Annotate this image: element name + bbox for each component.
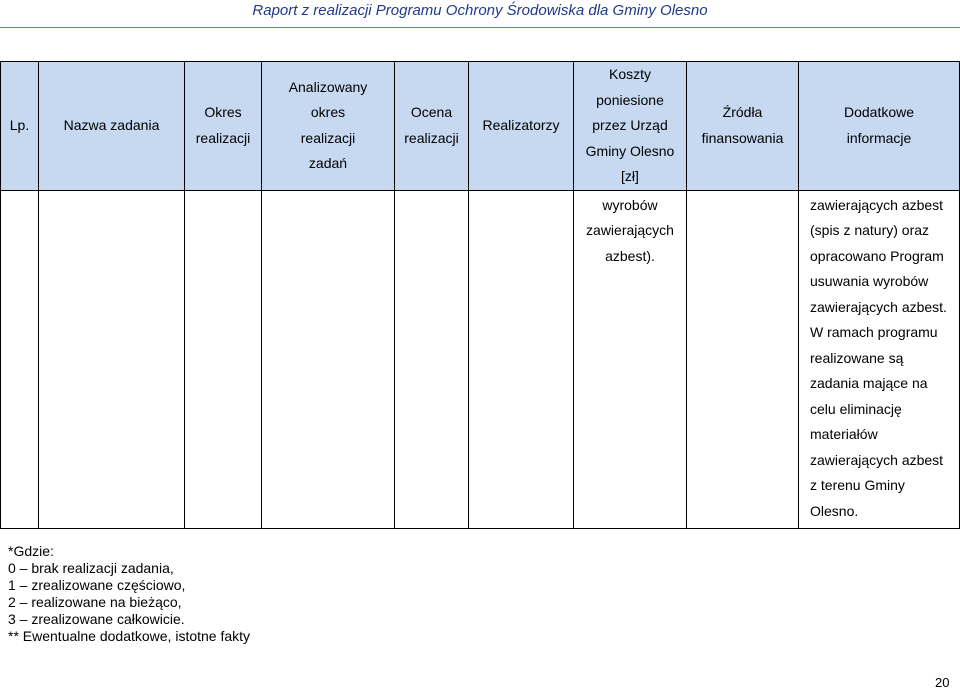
footnote-line: 2 – realizowane na bieżąco, xyxy=(8,594,182,610)
report-table xyxy=(0,61,960,529)
header-line: Dodatkowe xyxy=(843,104,915,121)
header-line: Realizatorzy xyxy=(482,117,560,133)
header-line: Koszty xyxy=(608,66,651,82)
cell-costs xyxy=(574,190,687,528)
column-header-task-name xyxy=(39,62,185,191)
cell-line: z terenu Gminy xyxy=(810,477,905,493)
header-line: informacje xyxy=(846,129,912,146)
table-header-row xyxy=(1,62,960,191)
header-line: Analizowany xyxy=(288,78,368,95)
header-line: [zł] xyxy=(621,168,639,184)
cell-line: wyrobów xyxy=(602,196,658,213)
footnote-line: ** Ewentualne dodatkowe, istotne fakty xyxy=(8,628,251,644)
cell-line: zawierających azbest. xyxy=(810,298,947,315)
header-line: Okres xyxy=(204,104,242,121)
cell-lp xyxy=(1,190,39,528)
footnotes xyxy=(8,543,250,645)
cell-line: zawierających azbest xyxy=(810,196,944,213)
cell-task-name xyxy=(39,190,185,528)
cell-implementers xyxy=(469,190,574,528)
column-header-lp xyxy=(1,62,39,191)
header-line: realizacji xyxy=(300,129,356,146)
column-header-period xyxy=(185,62,262,191)
header-line: Nazwa zadania xyxy=(63,117,160,133)
column-header-funding-sources xyxy=(687,62,799,191)
cell-line: zadania mające na xyxy=(810,375,928,391)
running-header xyxy=(0,0,960,28)
cell-line: W ramach programu xyxy=(810,324,938,340)
cell-line: materiałów xyxy=(810,426,878,442)
cell-additional-info xyxy=(799,190,960,528)
footnote-line: *Gdzie: xyxy=(8,543,54,559)
cell-line: (spis z natury) oraz xyxy=(810,222,930,238)
header-rule xyxy=(0,27,960,28)
cell-line: celu eliminację xyxy=(810,400,902,417)
column-header-assessment xyxy=(395,62,469,191)
table-row xyxy=(1,190,960,528)
cell-line: zawierających azbest xyxy=(810,451,944,468)
cell-analyzed-period xyxy=(262,190,395,528)
column-header-costs xyxy=(574,62,687,191)
column-header-additional-info xyxy=(799,62,960,191)
header-line: finansowania xyxy=(701,129,784,146)
header-line: Źródła xyxy=(722,104,763,121)
document-title: Raport z realizacji Programu Ochrony Środowiska dla Gminy Olesno xyxy=(252,2,708,19)
cell-line: zawierających xyxy=(586,222,674,238)
header-line: okres xyxy=(310,104,346,121)
footnote-line: 0 – brak realizacji zadania, xyxy=(8,560,174,576)
column-header-implementers xyxy=(469,62,574,191)
cell-funding-sources xyxy=(687,190,799,528)
cell-period xyxy=(185,190,262,528)
header-line: realizacji xyxy=(404,129,459,146)
cell-line: usuwania wyrobów xyxy=(810,273,929,289)
page-number: 20 xyxy=(935,675,950,690)
header-line: przez Urząd xyxy=(592,117,668,133)
cell-line: realizowane są xyxy=(810,349,904,366)
header-line: zadań xyxy=(308,155,348,172)
cell-line: Olesno. xyxy=(810,502,859,519)
header-line: Lp. xyxy=(9,117,30,133)
footnote-line: 1 – zrealizowane częściowo, xyxy=(8,577,186,593)
header-line: Gminy Olesno xyxy=(585,142,675,159)
footnote-line: 3 – zrealizowane całkowicie. xyxy=(8,611,185,627)
header-line: poniesione xyxy=(596,91,664,108)
header-line: realizacji xyxy=(195,129,251,146)
column-header-analyzed-period xyxy=(262,62,395,191)
header-line: Ocena xyxy=(410,104,453,121)
cell-line: opracowano Program xyxy=(810,247,944,264)
cell-assessment xyxy=(395,190,469,528)
cell-line: azbest). xyxy=(605,247,655,264)
